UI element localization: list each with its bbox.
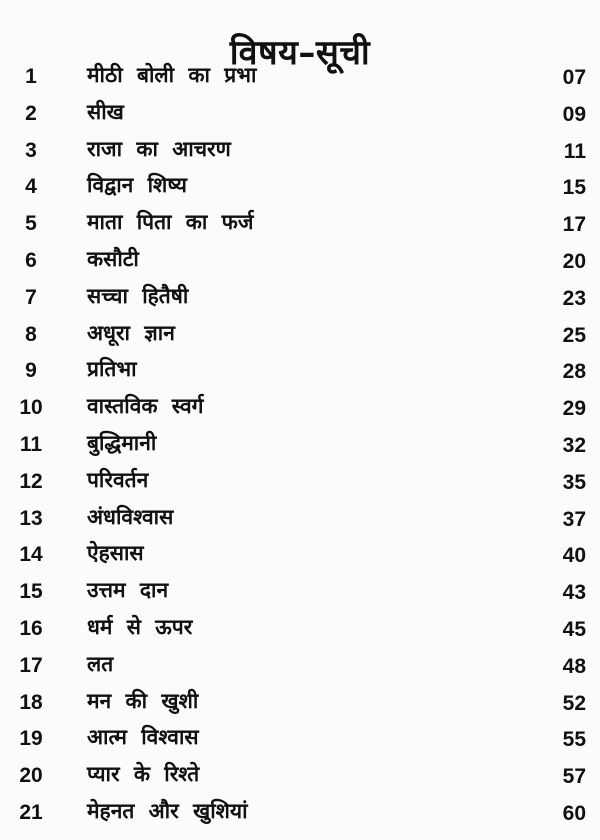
toc-entry [0, 95, 600, 132]
entry-number: 8 [25, 322, 37, 346]
entry-title: वास्तविक स्वर्ग [87, 394, 204, 419]
entry-number: 11 [19, 432, 43, 456]
entry-number: 4 [25, 175, 37, 199]
toc-entry [0, 205, 600, 242]
entry-page-number: 17 [562, 213, 586, 237]
entry-title: प्यार के रिश्ते [87, 762, 200, 787]
entry-number: 1 [25, 65, 37, 88]
entry-title: अधूरा ज्ञान [87, 320, 175, 345]
toc-entry [0, 573, 600, 610]
entry-number: 2 [25, 101, 37, 125]
toc-entry [0, 500, 600, 537]
entry-title: परिवर्तन [87, 467, 149, 492]
entry-page-number: 11 [563, 139, 586, 163]
page-title: विषय–सूची [229, 32, 371, 73]
toc-entry [0, 132, 600, 169]
toc-entry [0, 389, 600, 426]
entry-page-number: 37 [562, 507, 586, 531]
toc-entry [0, 720, 600, 757]
entry-number: 10 [19, 396, 43, 420]
entry-page-number: 23 [562, 286, 586, 310]
entry-page-number: 09 [562, 102, 586, 126]
toc-entry [0, 279, 600, 316]
toc-entry [0, 426, 600, 463]
toc-entry [0, 242, 600, 279]
entry-number: 17 [19, 653, 43, 677]
entry-number: 9 [25, 359, 37, 383]
entry-title: सीख [87, 99, 124, 124]
toc-entry [0, 58, 600, 95]
entry-page-number: 15 [562, 176, 586, 200]
toc-entry [0, 463, 600, 500]
entry-page-number: 43 [562, 581, 586, 605]
entry-title: माता पिता का फर्ज [87, 210, 254, 235]
entry-number: 16 [19, 616, 43, 640]
entry-title: मेहनत और खुशियां [87, 798, 248, 823]
toc-entry [0, 610, 600, 647]
toc-entry [0, 757, 600, 794]
entry-title: राजा का आचरण [87, 136, 231, 161]
entry-page-number: 52 [562, 691, 586, 715]
entry-title: विद्वान शिष्य [87, 173, 187, 198]
entry-number: 12 [19, 469, 43, 493]
entry-number: 7 [25, 285, 37, 309]
entry-title: कसौटी [87, 246, 139, 271]
entry-title: अंधविश्वास [87, 504, 174, 529]
entry-number: 13 [19, 506, 43, 530]
entry-title: सच्चा हितैषी [87, 283, 189, 308]
entry-page-number: 28 [562, 360, 586, 384]
entry-page-number: 55 [562, 728, 586, 752]
entry-title: मन की खुशी [87, 688, 199, 713]
entry-number: 19 [19, 727, 43, 751]
entry-page-number: 29 [562, 397, 586, 421]
entry-number: 14 [19, 543, 43, 567]
entry-title: धर्म से ऊपर [87, 614, 193, 639]
entry-number: 5 [25, 212, 37, 236]
toc-entry [0, 684, 600, 721]
entry-page-number: 32 [562, 433, 586, 457]
entry-title: ऐहसास [87, 541, 144, 566]
entry-page-number: 45 [562, 617, 586, 641]
entry-title: लत [87, 651, 114, 676]
entry-title: मीठी बोली का प्रभा [87, 63, 257, 87]
entry-number: 15 [19, 580, 43, 604]
entry-page-number: 48 [562, 654, 586, 678]
entry-page-number: 35 [562, 470, 586, 494]
entry-number: 18 [19, 690, 43, 714]
toc-entry [0, 536, 600, 573]
toc-entry [0, 168, 600, 205]
toc-entry [0, 316, 600, 353]
entry-title: प्रतिभा [87, 357, 137, 382]
entry-page-number: 60 [562, 801, 586, 825]
entry-number: 3 [25, 138, 37, 162]
toc-entry [0, 794, 600, 831]
entry-page-number: 57 [562, 765, 586, 789]
entry-title: उत्तम दान [87, 578, 169, 603]
entry-page-number: 20 [562, 249, 586, 273]
table-of-contents [0, 58, 600, 833]
toc-entry [0, 647, 600, 684]
entry-number: 6 [25, 248, 37, 272]
entry-page-number: 07 [562, 66, 586, 89]
entry-number: 21 [19, 800, 43, 824]
entry-page-number: 25 [562, 323, 586, 347]
entry-title: बुद्धिमानी [87, 430, 157, 455]
entry-page-number: 40 [562, 544, 586, 568]
entry-number: 20 [19, 764, 43, 788]
entry-title: आत्म विश्वास [87, 725, 199, 750]
toc-entry [0, 352, 600, 389]
